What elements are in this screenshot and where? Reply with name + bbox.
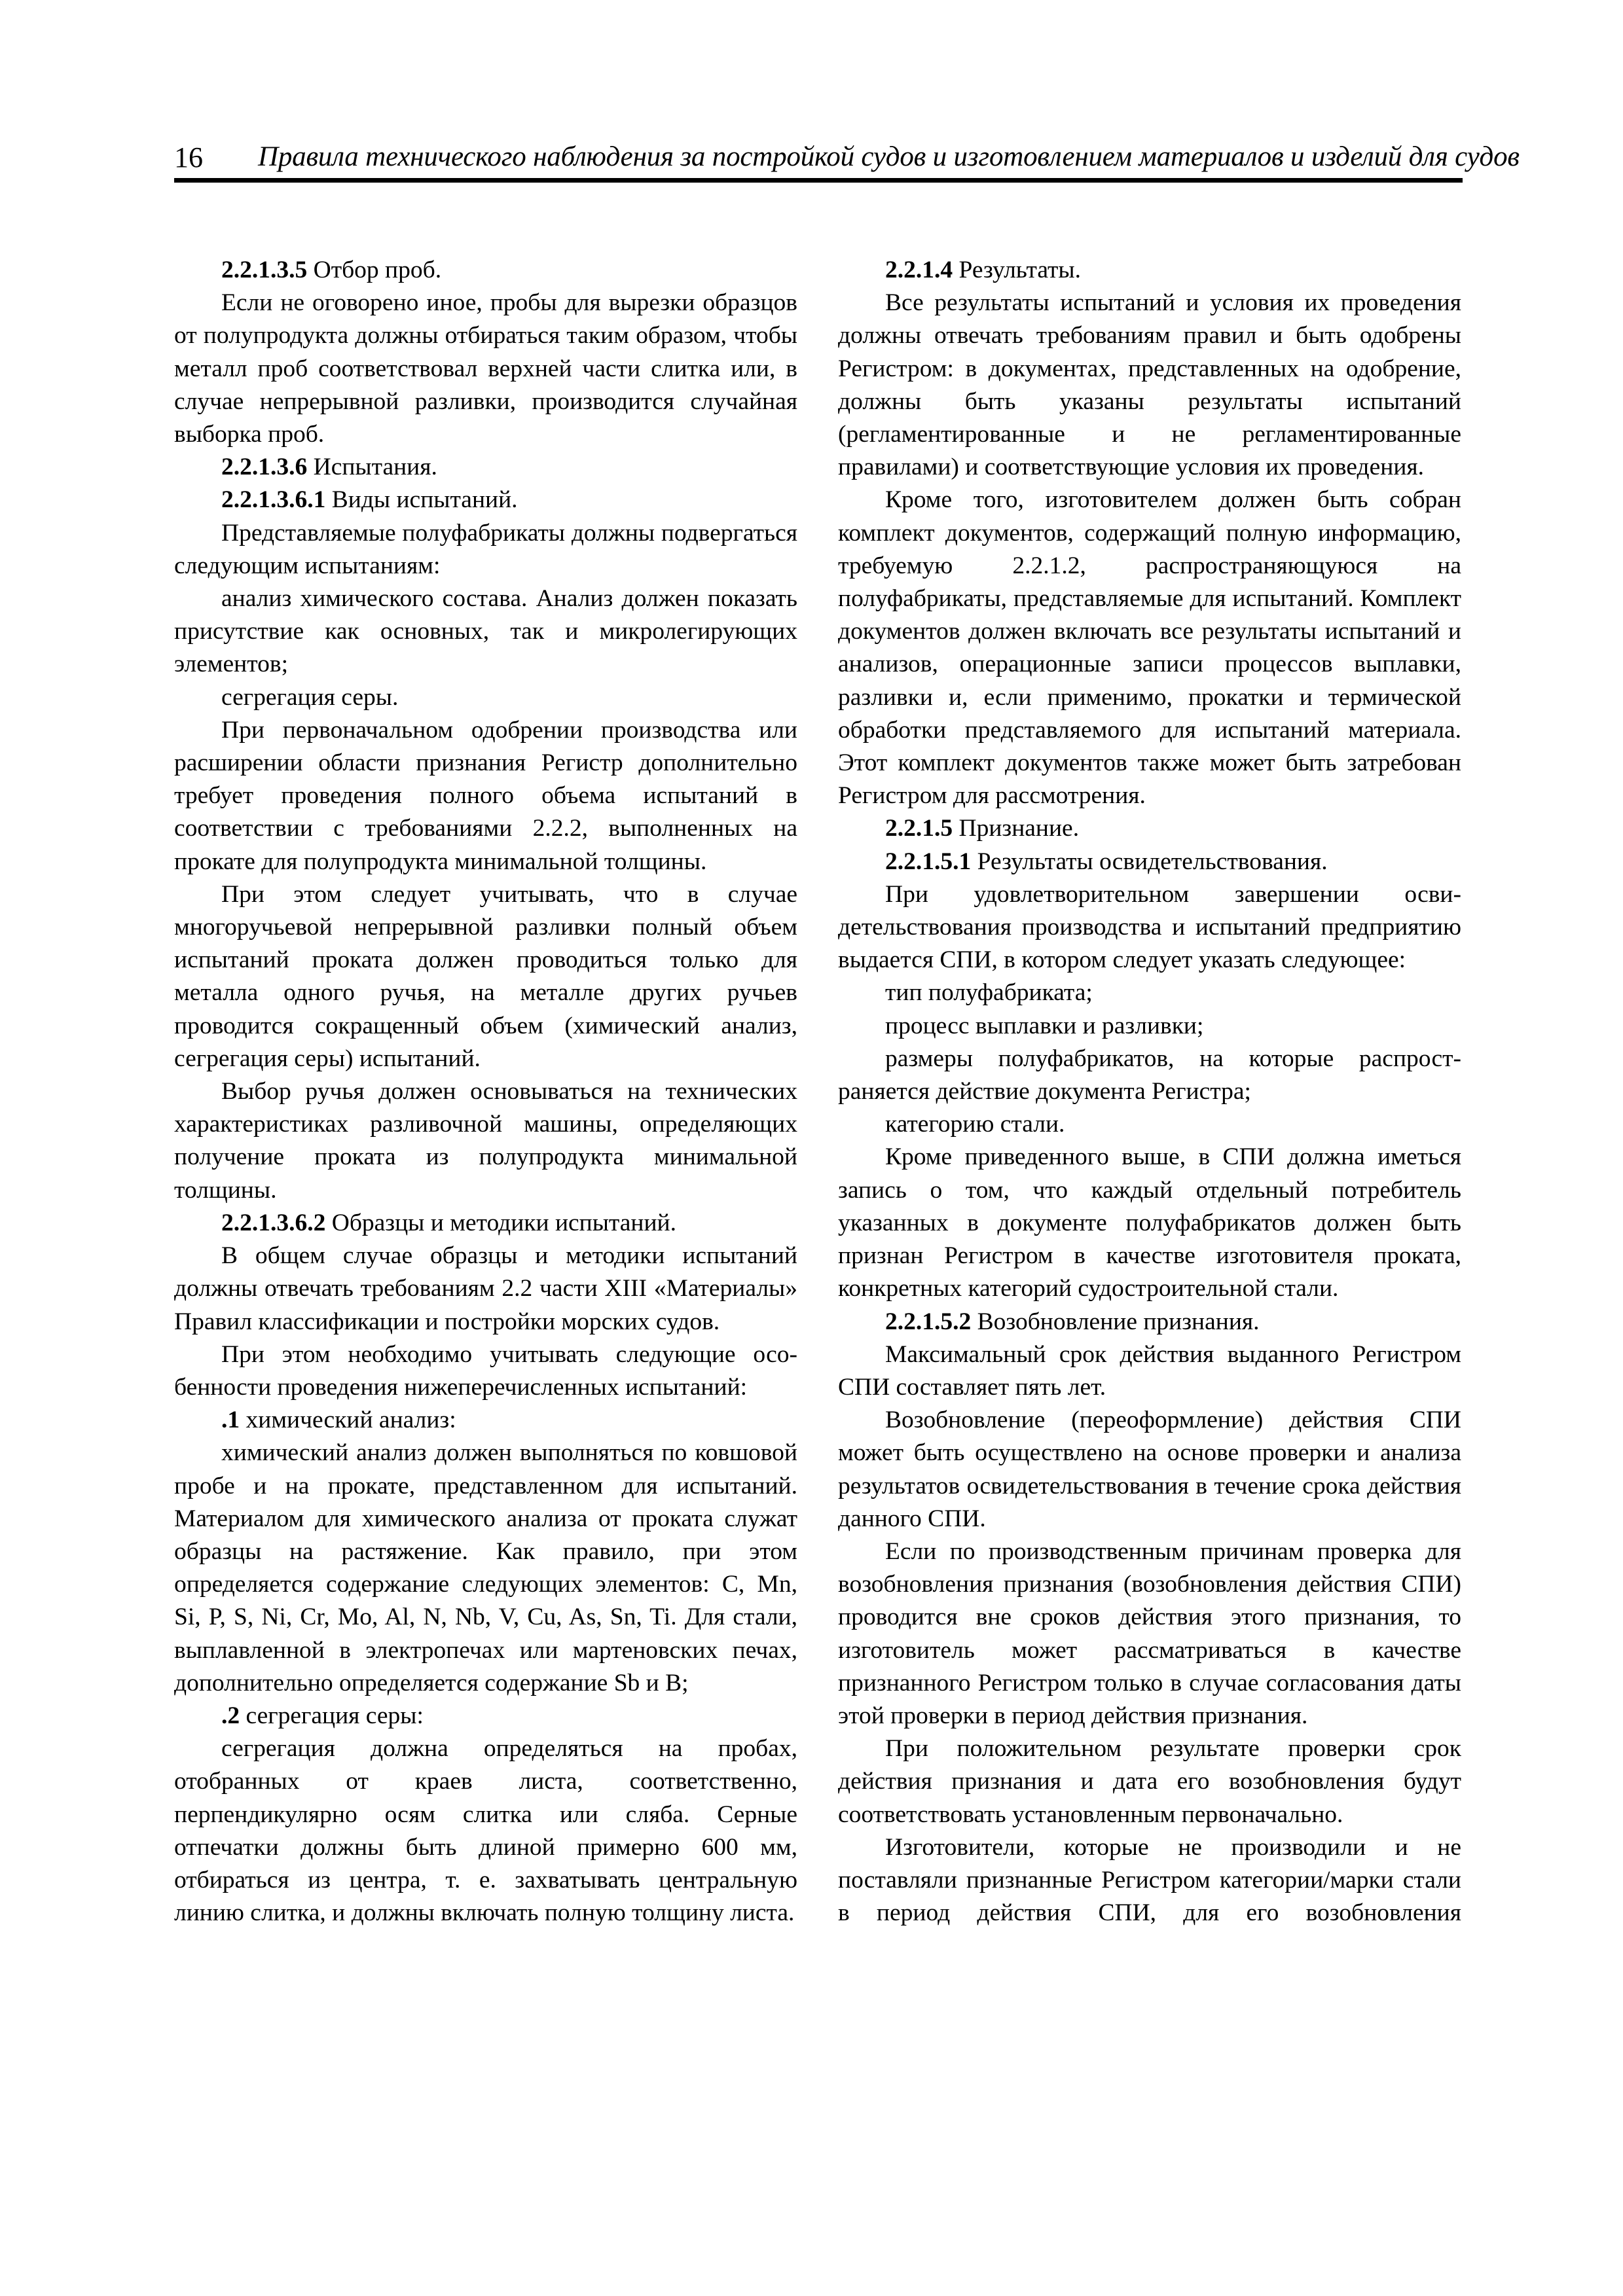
- section-number: 2.2.1.3.6: [221, 454, 308, 481]
- paragraph: [838, 878, 1461, 977]
- paragraph-text: химический анализ должен выполняться по ковшовой пробе и на прокате, представленном для испытаний. Материалом для химического анализа от проката служат образцы на растяжение. Как правило, при этом определяется содержание следующих элементов: C, Mn, Si, P, S, Ni, Cr, Mo, Al, N, Nb, V, Cu, As, Sn, Ti. Для стали, выплавленной в электропечах или мартеновских печах, дополнительно определяется содержание Sb и B;: [174, 1439, 797, 1696]
- section-number: .2: [221, 1702, 240, 1729]
- paragraph-text: Виды испытаний.: [325, 486, 518, 514]
- paragraph-text: Признание.: [953, 815, 1080, 842]
- paragraph-text: Испытания.: [307, 454, 437, 481]
- paragraph: [838, 1108, 1461, 1141]
- section-heading: [174, 1404, 797, 1437]
- section-heading: [174, 484, 797, 516]
- page-number: 16: [174, 141, 203, 173]
- paragraph-text: При удовлетворительном завершении освидетельствования производства и испытаний предприятию выдается СПИ, в котором следует указать следующее:: [838, 880, 1461, 974]
- section-heading: [174, 254, 797, 287]
- paragraph: [174, 878, 797, 1075]
- paragraph: [838, 977, 1461, 1009]
- paragraph-text: Образцы и методики испытаний.: [325, 1209, 676, 1236]
- paragraph: [174, 1437, 797, 1700]
- paragraph: [838, 1338, 1461, 1404]
- paragraph-text: Результаты.: [953, 257, 1081, 283]
- paragraph: [174, 714, 797, 878]
- paragraph-text: сегрегация должна определяться на пробах, отобранных от краев листа, соответственно, перпендикулярно осям слитка или сляба. Серные отпечатки должны быть длиной примерно 600 мм, отбираться из центра, т. е. захватывать центральную линию слитка, и должны включать полную толщину листа.: [174, 1735, 797, 1927]
- paragraph: [174, 583, 797, 681]
- paragraph-text: процесс выплавки и разливки;: [885, 1012, 1204, 1039]
- paragraph-text: Все результаты испытаний и условия их проведения должны отвечать требованиям правил и быть одобрены Регистром: в документах, представленных на одобрение, должны быть указаны результаты испытаний (регламентированные и не регламентированные правилами) и соответствующие условия их проведения.: [838, 289, 1461, 481]
- paragraph: [174, 517, 797, 583]
- paragraph-text: тип полуфабриката;: [885, 979, 1093, 1007]
- paragraph: [174, 1240, 797, 1338]
- paragraph: [838, 1404, 1461, 1535]
- section-number: 2.2.1.3.5: [221, 257, 308, 283]
- paragraph-text: При этом необходимо учитывать следующие особенности проведения нижеперечисленных испытаний:: [174, 1340, 797, 1401]
- paragraph-text: При этом следует учитывать, что в случае многоручьевой непрерывной разливки полный объем испытаний проката должен проводиться только для металла одного ручья, на металле других ручьев проводится сокращенный объем (химический анализ, сегрегация серы) испытаний.: [174, 880, 797, 1072]
- paragraph-text: Изготовители, которые не производили и не поставляли признанные Регистром категории/марки стали в период действия СПИ, для его возобновления: [838, 1833, 1461, 1927]
- paragraph-text: Максимальный срок действия выданного Регистром СПИ составляет пять лет.: [838, 1340, 1461, 1401]
- paragraph-text: категорию стали.: [885, 1111, 1065, 1138]
- paragraph-text: Выбор ручья должен основываться на технических характеристиках разливочной машины, определяющих получение проката из полупродукта минимальной толщины.: [174, 1078, 797, 1204]
- paragraph-text: При первоначальном одобрении производства или расширении области признания Регистр дополнительно требует проведения полного объема испытаний в соответствии с требованиями 2.2.2, выполненных на прокате для полупродукта минимальной толщины.: [174, 716, 797, 875]
- section-number: .1: [221, 1407, 240, 1434]
- paragraph-text: При положительном результате проверки срок действия признания и дата его возобновления будут соответствовать установленным первоначально.: [838, 1735, 1461, 1828]
- paragraph: [838, 1043, 1461, 1108]
- paragraph-text: Результаты освидетельствования.: [971, 848, 1328, 875]
- paragraph: [174, 1338, 797, 1404]
- left-column: [174, 254, 797, 1929]
- section-heading: [838, 846, 1461, 878]
- paragraph: [174, 1075, 797, 1207]
- paragraph: [838, 1732, 1461, 1831]
- right-column: [838, 254, 1461, 1929]
- section-heading: [838, 812, 1461, 845]
- paragraph: [174, 287, 797, 451]
- section-number: 2.2.1.3.6.2: [221, 1209, 326, 1236]
- paragraph: [838, 484, 1461, 812]
- paragraph-text: Отбор проб.: [307, 257, 442, 283]
- paragraph-text: Кроме того, изготовителем должен быть собран комплект документов, содержащий полную информацию, требуемую 2.2.1.2, распространяющуюся на полуфабрикаты, представляемые для испытаний. Комплект документов должен включать все результаты испытаний и анализов, операционные записи процессов выплавки, разливки и, если применимо, прокатки и термической обработки представляемого для испытаний материала. Этот комплект документов также может быть затребован Регистром для рассмотрения.: [838, 486, 1461, 810]
- section-number: 2.2.1.3.6.1: [221, 486, 326, 514]
- paragraph-text: анализ химического состава. Анализ должен показать присутствие как основных, так и микролегирующих элементов;: [174, 585, 797, 678]
- paragraph-text: Кроме приведенного выше, в СПИ должна иметься запись о том, что каждый отдельный потребитель указанных в документе полуфабрикатов должен быть признан Регистром в качестве изготовителя проката, конкретных категорий судостроительной стали.: [838, 1143, 1461, 1302]
- paragraph-text: В общем случае образцы и методики испытаний должны отвечать требованиям 2.2 части XIII «Материалы» Правил классификации и постройки морских судов.: [174, 1242, 797, 1335]
- running-title: Правила технического наблюдения за постройкой судов и изготовлением материалов и изделий для судов: [258, 141, 1520, 172]
- paragraph-text: химический анализ:: [240, 1407, 456, 1434]
- section-number: 2.2.1.5.2: [885, 1308, 972, 1335]
- paragraph-text: Если не оговорено иное, пробы для вырезки образцов от полупродукта должны отбираться таким образом, чтобы металл проб соответствовал верхней части слитка или, в случае непрерывной разливки, производится случайная выборка проб.: [174, 289, 797, 448]
- paragraph: [838, 1831, 1461, 1930]
- section-number: 2.2.1.5.1: [885, 848, 972, 875]
- paragraph-text: Представляемые полуфабрикаты должны подвергаться следующим испытаниям:: [174, 519, 797, 579]
- paragraph-text: Возобновление признания.: [971, 1308, 1260, 1335]
- section-heading: [174, 1700, 797, 1732]
- paragraph-text: размеры полуфабрикатов, на которые распространяется действие документа Регистра;: [838, 1045, 1461, 1105]
- paragraph: [838, 1010, 1461, 1043]
- section-heading: [174, 1207, 797, 1240]
- header-rule: [174, 178, 1463, 183]
- paragraph: [174, 681, 797, 714]
- section-number: 2.2.1.4: [885, 257, 953, 283]
- section-heading: [838, 1306, 1461, 1338]
- paragraph: [174, 1732, 797, 1929]
- section-heading: [838, 254, 1461, 287]
- paragraph: [838, 287, 1461, 484]
- section-number: 2.2.1.5: [885, 815, 953, 842]
- paragraph-text: сегрегация серы.: [221, 683, 399, 711]
- section-heading: [174, 451, 797, 484]
- paragraph: [838, 1535, 1461, 1732]
- paragraph-text: Возобновление (переоформление) действия СПИ может быть осуществлено на основе проверки и анализа результатов освидетельствования в течение срока действия данного СПИ.: [838, 1407, 1461, 1532]
- paragraph-text: Если по производственным причинам проверка для возобновления признания (возобновления действия СПИ) проводится вне сроков действия этого признания, то изготовитель может рассматриваться в качестве признанного Регистром только в случае согласования даты этой проверки в период действия признания.: [838, 1537, 1461, 1729]
- paragraph-text: сегрегация серы:: [240, 1702, 424, 1729]
- paragraph: [838, 1141, 1461, 1305]
